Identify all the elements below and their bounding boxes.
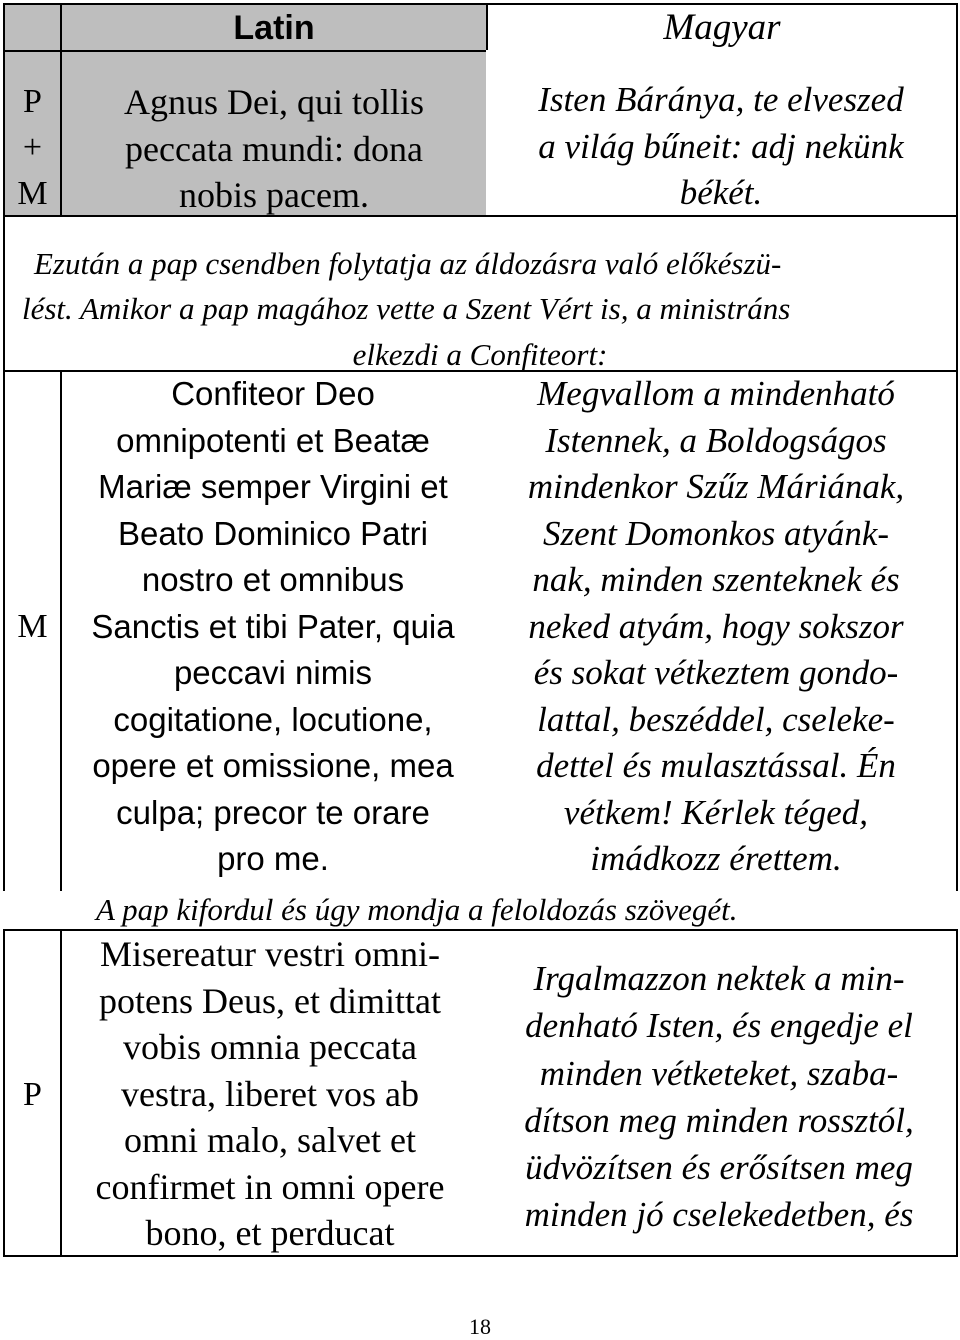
row-agnus-latin [60,50,488,217]
instruction-line: lést. Amikor a pap magához vette a Szent Vért is, a ministráns [22,291,791,326]
magyar-line: Isten Báránya, te elveszed [538,80,904,119]
latin-line: omni malo, salvet et [124,1120,416,1160]
magyar-line: dettel és mulasztással. Én [536,746,896,785]
latin-line: cogitatione, locutione, [113,700,433,738]
latin-line: peccata mundi: dona [125,128,423,169]
magyar-line: imádkozz érettem. [590,839,842,878]
header-blank-cell [3,3,62,52]
latin-line: nostro et omnibus [141,561,405,598]
latin-line: peccavi nimis [173,654,373,691]
header-latin: Latin [60,3,488,52]
magyar-line: Megvallom a mindenható [537,374,895,413]
row-misereatur-role [3,1072,62,1118]
latin-line: Mariæ semper Virgini et [98,468,448,505]
latin-line: culpa; precor te orare [116,793,430,831]
instruction-line: A pap kifordul és úgy mondja a feloldozás szövegét. [96,892,738,927]
latin-line: omnipotenti et Beatæ [116,421,430,459]
magyar-line: Istennek, a Boldogságos [545,420,887,460]
magyar-line: Irgalmazzon nektek a min- [533,959,905,998]
magyar-line: nak, minden szenteknek és [532,560,900,599]
role-line: P [23,83,42,120]
role-line: P [23,1076,42,1113]
latin-line: vestra, liberet vos ab [121,1073,419,1114]
latin-line: nobis pacem. [179,175,369,215]
page-number: 18 [469,1314,491,1339]
latin-line: Beato Dominico Patri [118,514,428,552]
magyar-line: vétkem! Kérlek téged, [563,792,869,832]
magyar-line: a világ bűneit: adj nekünk [538,126,904,166]
row-misereatur-magyar [484,955,954,1239]
row-confiteor-latin [62,371,484,883]
instruction-line: Ezután a pap csendben folytatja az áldozásra való előkészü- [34,246,782,281]
latin-line: opere et omissione, mea [92,747,454,784]
latin-line: Sanctis et tibi Pater, quia [91,607,455,645]
magyar-line: denható Isten, és engedje el [525,1006,913,1046]
latin-line: pro me. [217,840,329,877]
row-agnus-role [3,50,62,217]
role-line: M [17,608,48,645]
row-confiteor-magyar [492,371,940,883]
role-line: M [17,175,48,212]
latin-line: bono, et perducat [145,1213,395,1253]
row-misereatur-latin [62,931,478,1257]
magyar-line: minden vétketeket, szaba- [539,1053,899,1093]
latin-line: Confiteor Deo [171,375,375,412]
magyar-line: dítson meg minden rossztól, [524,1100,914,1140]
magyar-line: és sokat vétkeztem gondo- [533,653,899,692]
latin-line: potens Deus, et dimittat [99,980,441,1021]
role-line: + [22,129,43,166]
magyar-line: lattal, beszéddel, cseleke- [537,699,895,739]
magyar-line: minden jó cselekedetben, és [524,1195,914,1235]
row-agnus-magyar [486,50,958,217]
magyar-line: mindenkor Szűz Máriának, [527,467,905,506]
header-magyar: Magyar [486,3,958,52]
magyar-line: Szent Domonkos atyánk- [542,513,890,553]
magyar-line: üdvözítsen és erősítsen meg [525,1148,913,1188]
latin-line: confirmet in omni opere [95,1166,445,1207]
latin-line: Misereatur vestri omni- [100,934,440,974]
instruction-line: elkezdi a Confiteort: [352,337,608,372]
magyar-line: békét. [679,173,763,212]
row-confiteor-role [3,604,62,650]
latin-line: vobis omnia peccata [123,1027,417,1067]
magyar-line: neked atyám, hogy sokszor [528,606,904,646]
latin-line: Agnus Dei, qui tollis [123,82,424,122]
